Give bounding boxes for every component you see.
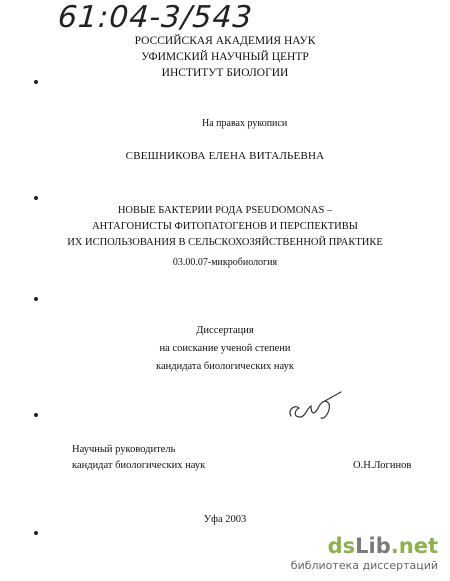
watermark-logo-lib: Lib [355,534,391,558]
watermark-logo-net: .net [390,534,438,558]
supervisor-degree: кандидат биологических наук [72,460,206,471]
title-line: ИХ ИСПОЛЬЗОВАНИЯ В СЕЛЬСКОХОЗЯЙСТВЕННОЙ ПРАКТИКЕ [67,237,383,248]
binding-hole-dot [34,531,38,535]
binding-hole-dot [34,196,38,200]
organization-line: ИНСТИТУТ БИОЛОГИИ [161,67,289,79]
watermark-logo [328,534,438,558]
handwritten-signature [285,390,345,426]
organization-line: УФИМСКИЙ НАУЧНЫЙ ЦЕНТР [141,51,309,63]
organization-line: РОССИЙСКАЯ АКАДЕМИЯ НАУК [134,35,316,47]
watermark-logo-ds: ds [327,534,356,558]
binding-hole-dot [34,297,38,301]
degree-line: кандидата биологических наук [156,361,294,372]
city-year: Уфа 2003 [203,514,247,525]
specialty-code: 03.00.07-микробиология [172,257,278,268]
binding-hole-dot [34,413,38,417]
degree-line: на соискание ученой степени [159,343,291,354]
degree-line: Диссертация [196,325,254,336]
dissertation-title [0,203,450,251]
supervisor-role: Научный руководитель [72,444,176,455]
rights-note: На правах рукописи [202,118,288,129]
title-line: НОВЫЕ БАКТЕРИИ РОДА PSEUDOMONAS – [117,205,333,216]
watermark-subtitle: библиотека диссертаций [290,559,438,572]
binding-hole-dot [34,80,38,84]
watermark [288,534,438,578]
organization-block [0,33,450,81]
author-name: СВЕШНИКОВА ЕЛЕНА ВИТАЛЬЕВНА [125,150,325,162]
supervisor-name: О.Н.Логинов [353,460,412,471]
handwritten-catalog-code: 61:04-3/543 [56,0,254,35]
degree-block [0,323,450,377]
title-line: АНТАГОНИСТЫ ФИТОПАТОГЕНОВ И ПЕРСПЕКТИВЫ [92,221,358,232]
